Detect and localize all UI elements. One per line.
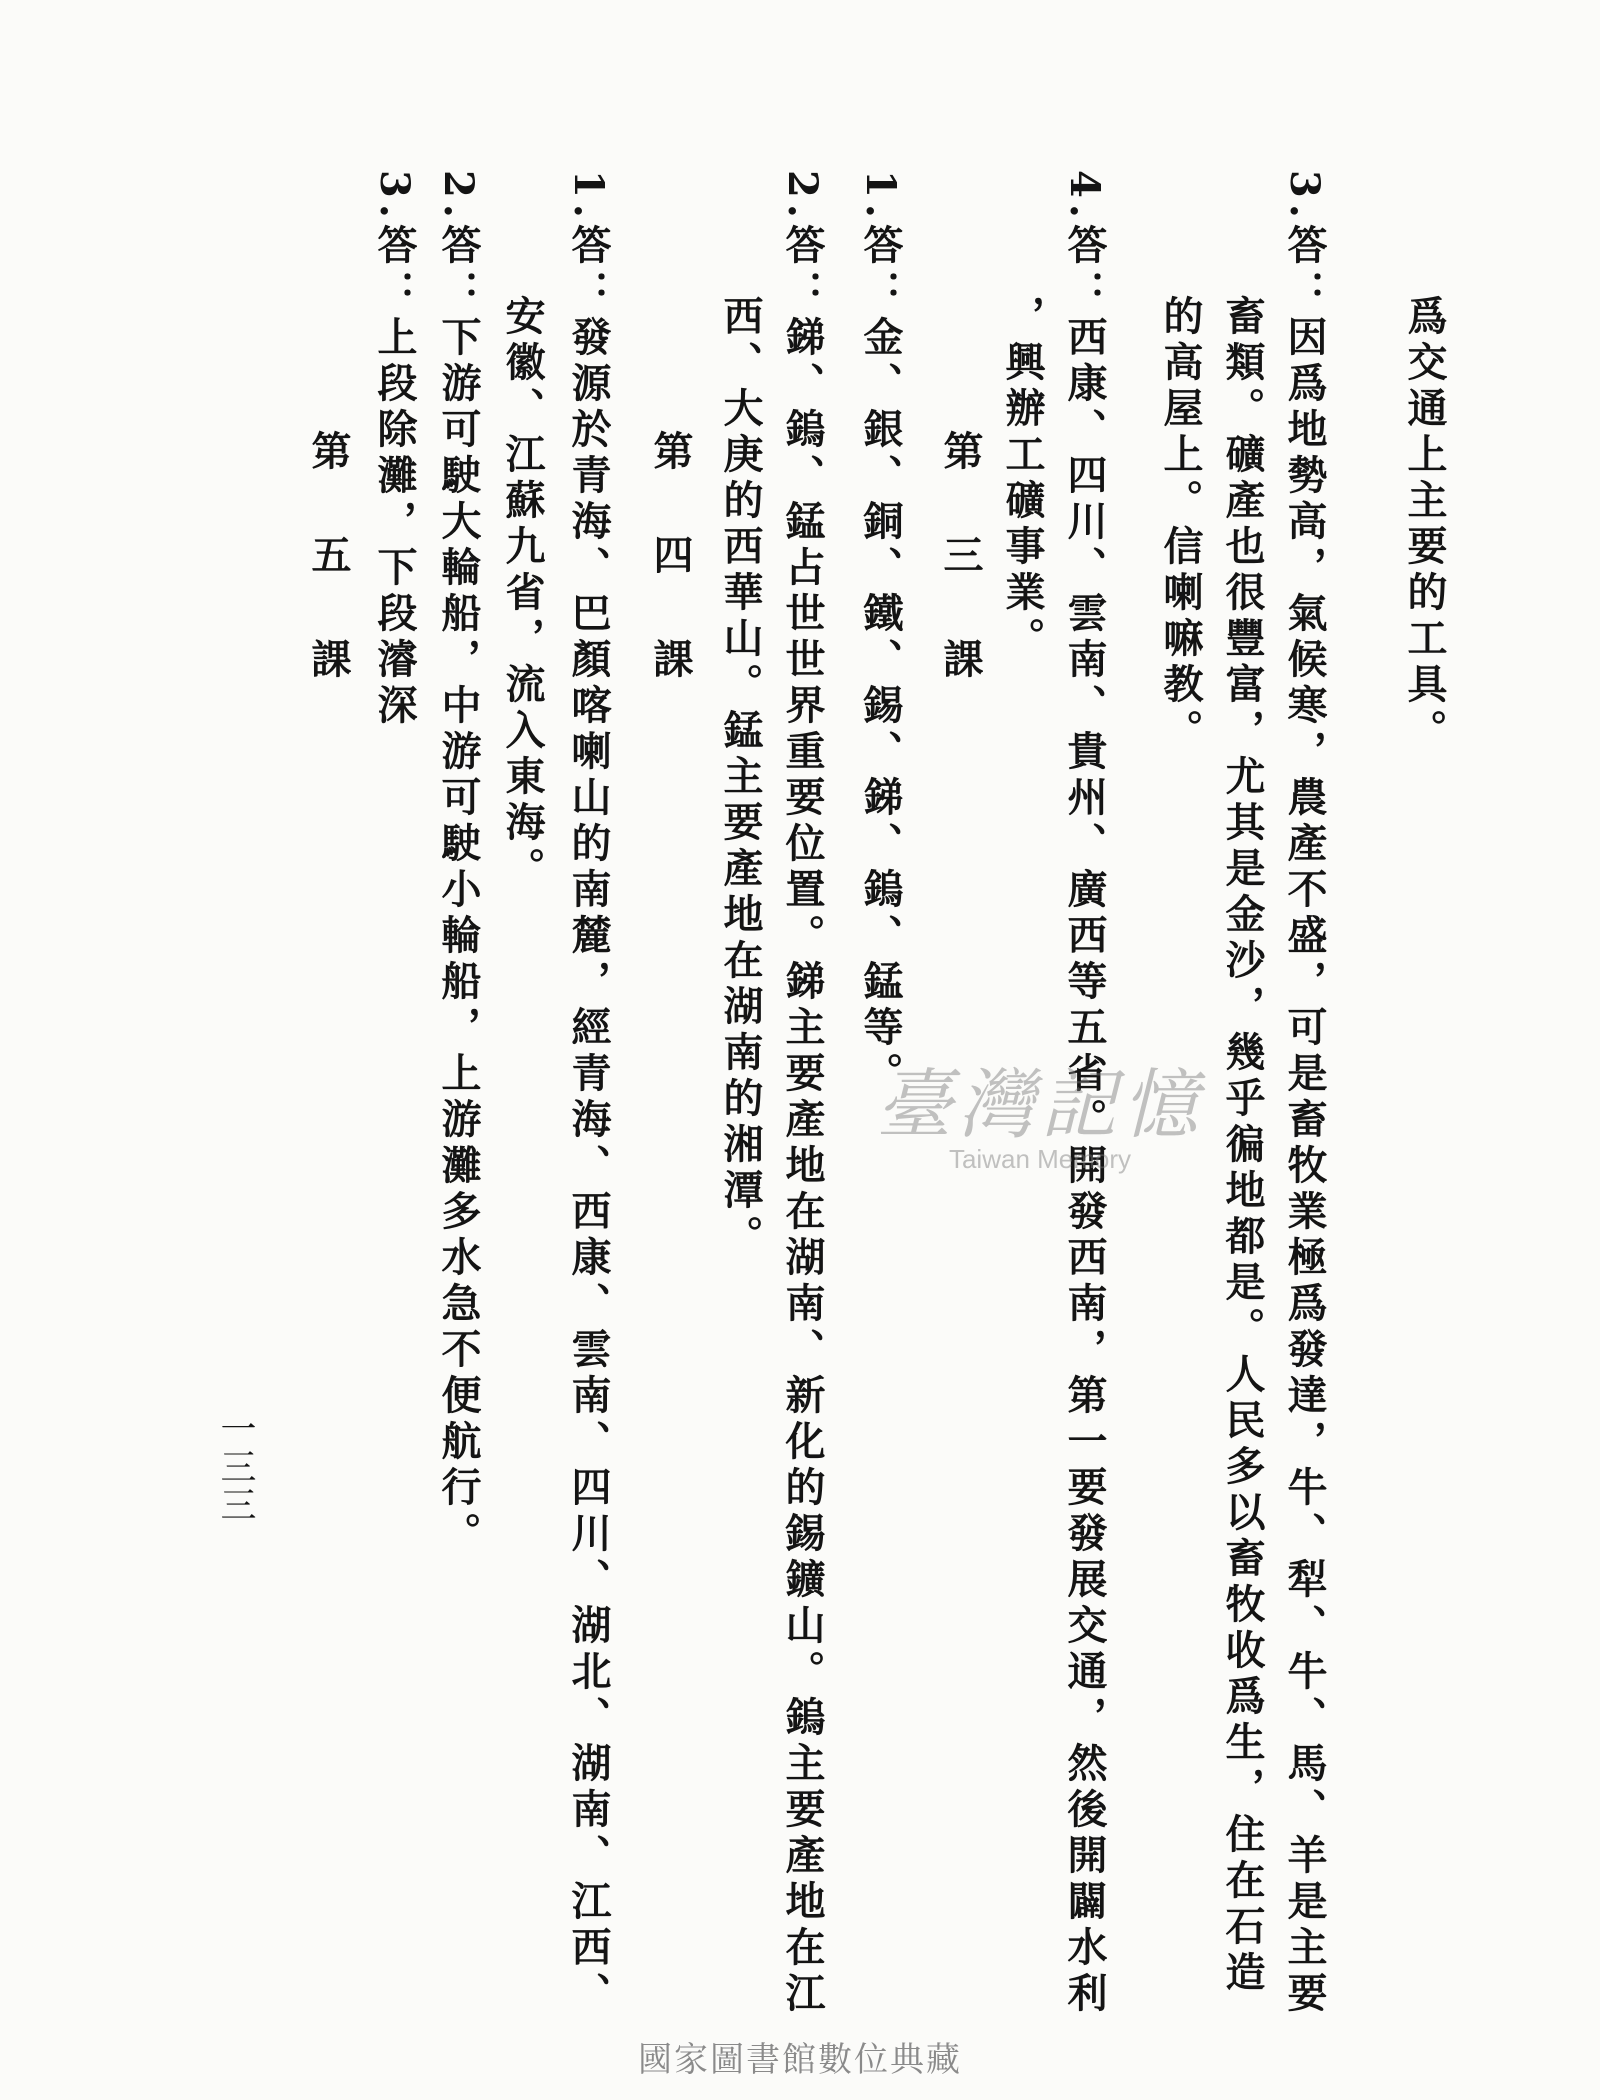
text-column-9: 西、大庚的西華山。錳主要產地在湖南的湘潭。 — [717, 295, 764, 1261]
text-column-5: 4.答：西康、四川、雲南、貴州、廣西等五省。開發西南，第一要發展交通，然後開闢水利 — [1061, 170, 1108, 2018]
text-column-2: 3.答：因爲地勢高，氣候寒，農產不盛，可是畜牧業極爲發達，牛、犁、牛、馬、羊是主要 — [1281, 170, 1328, 2018]
text-column-10: 1.答：發源於青海、巴顏喀喇山的南麓，經青海、西康、雲南、四川、湖北、湖南、江西、 — [565, 170, 612, 2018]
text-column-12: 2.答：下游可駛大輪船，中游可駛小輪船，上游灘多水急不便航行。 — [435, 170, 482, 1558]
watermark-chinese: 臺灣記憶 — [876, 1060, 1204, 1149]
text-column-7: 1.答：金、銀、銅、鐵、錫、銻、鎢、錳等。 — [857, 170, 904, 1098]
text-column-11: 安徽、江蘇九省，流入東海。 — [499, 295, 546, 893]
watermark — [820, 1060, 1260, 1175]
lesson-3-heading: 第三課 — [937, 430, 984, 742]
text-column-1: 爲交通上主要的工具。 — [1401, 295, 1448, 755]
text-column-3: 畜類。礦產也很豐富，尤其是金沙，幾乎徧地都是。人民多以畜牧收爲生，住在石造 — [1219, 295, 1266, 1997]
text-column-4: 的高屋上。信喇嘛教。 — [1157, 295, 1204, 755]
text-column-8: 2.答：銻、鎢、錳占世世界重要位置。銻主要產地在湖南、新化的錫鑛山。鎢主要產地在江 — [779, 170, 826, 2018]
page-number: 一三三 — [215, 1410, 256, 1524]
text-column-6: ，興辦工礦事業。 — [999, 295, 1046, 663]
watermark-english: Taiwan Memory — [948, 1144, 1132, 1174]
text-column-13: 3.答：上段除灘，下段濬深 — [371, 170, 418, 730]
footer-caption: 國家圖書館數位典藏 — [638, 2041, 962, 2079]
lesson-4-heading: 第四課 — [647, 430, 694, 742]
lesson-5-heading: 第五課 — [305, 430, 352, 742]
